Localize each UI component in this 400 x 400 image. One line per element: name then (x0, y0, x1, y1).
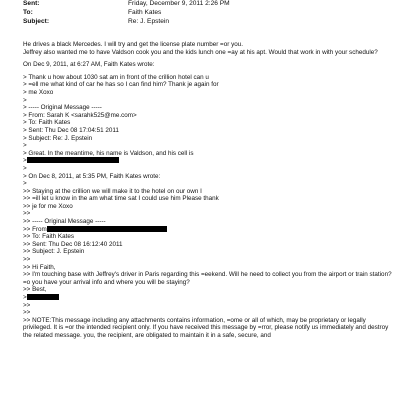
quote-line: >> (23, 309, 31, 317)
quote-line: >> (23, 256, 31, 264)
quote-line: >> Staying at the crillion we will make it to the hotel on our own I (23, 187, 202, 195)
quote-line: >> je for me Xoxo (23, 202, 73, 210)
redaction-block (27, 294, 59, 300)
quote-to: >> To: Faith Kates (23, 233, 74, 241)
redaction-block (27, 157, 119, 163)
quote-line: > Thank u how about 1030 sat am in front of the crillion hotel can u (23, 73, 209, 81)
subject-label: Subject: (23, 18, 50, 25)
redacted-line (23, 294, 393, 302)
quote-line: > =ell me what kind of car he has so I can find him? Thank je again for (23, 81, 219, 89)
quote-line: >> (23, 301, 31, 309)
quote-line: >> I'm touching base with Jeffrey's driver in Paris regarding this =eekend. Will he need to collect you from the airport or train station? =o you have your arrival info and where you will be staying? (23, 271, 392, 286)
quote-line: > me Xoxo (23, 88, 54, 96)
quote-attribution: On Dec 9, 2011, at 6:27 AM, Faith Kates wrote: (23, 61, 155, 69)
quote-line: >> =ill let u know in the am what time sat I could use him Please thank (23, 195, 219, 203)
quote-line: > (23, 164, 27, 172)
redaction-block (47, 226, 167, 232)
to-label: To: (23, 9, 33, 16)
redacted-line (23, 226, 393, 234)
quote-sent: > Sent: Thu Dec 08 17:04:51 2011 (23, 126, 119, 134)
redacted-line (23, 157, 393, 165)
quote-line: > (23, 142, 27, 150)
quote-subject: >> Subject: J. Epstein (23, 248, 85, 256)
quote-to: > To: Faith Kates (23, 119, 71, 127)
sent-value: Friday, December 9, 2011 2:26 PM (128, 0, 230, 7)
original-message-divider: > ----- Original Message ----- (23, 104, 102, 112)
quote-attribution: > On Dec 8, 2011, at 5:35 PM, Faith Kates wrote: (23, 172, 161, 180)
quote-line: > (23, 180, 27, 188)
quote-sent: >> Sent: Thu Dec 08 16:12:40 2011 (23, 240, 123, 248)
quote-line: > Great. In the meantime, his name is Valdson, and his cell is (23, 149, 194, 157)
body-line: Jeffrey also wanted me to have Valdson cook you and the kids lunch one =ay at his apt. Would that work in with your schedule? (23, 48, 378, 56)
sent-label: Sent: (23, 0, 40, 7)
quote-from: >> From (23, 225, 47, 233)
quote-subject: > Subject: Re: J. Epstein (23, 134, 93, 142)
quote-line: >> Best, (23, 286, 47, 294)
quote-marker: > (23, 294, 27, 301)
quote-line: >> Hi Faith, (23, 263, 56, 271)
confidentiality-note: >> NOTE:This message including any attachments contains information, =ome or all of which, may be proprietary or legally privileged. It is =or the intended recipient only. If you have received this message by =rror, please notify us immediately and destroy the related message. you, the recipient, are obligated to maintain it in a safe, secure, and (23, 316, 389, 339)
to-value: Faith Kates (128, 9, 162, 16)
quote-marker: > (23, 157, 27, 165)
quote-line: > (23, 96, 27, 104)
subject-value: Re: J. Epstein (128, 18, 170, 25)
quote-line: >> (23, 210, 31, 218)
body-line: He drives a black Mercedes. I will try and get the license plate number =or you. (23, 41, 243, 48)
original-message-divider: >> ----- Original Message ----- (23, 218, 106, 226)
quote-from: > From: Sarah K <sarahk525@me.com> (23, 111, 137, 119)
email-body (23, 41, 393, 340)
